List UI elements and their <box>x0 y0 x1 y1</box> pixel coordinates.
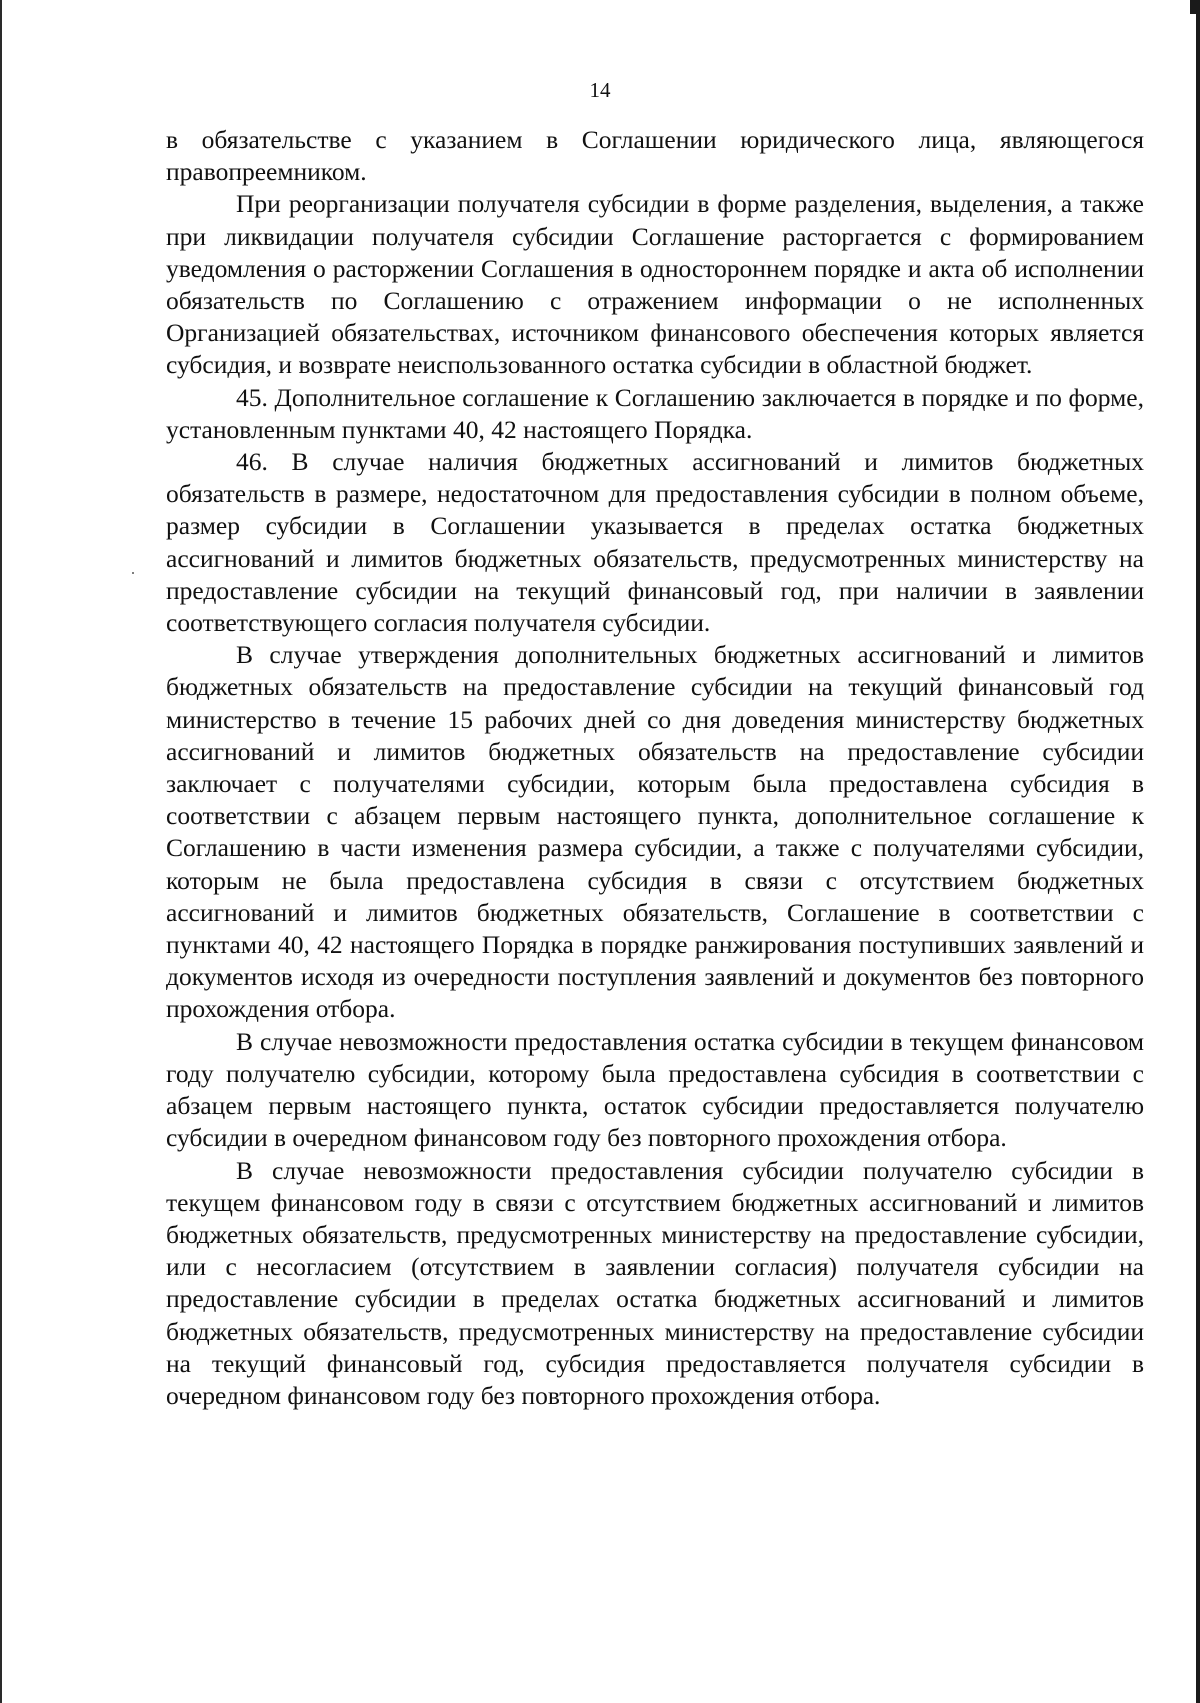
scan-edge-corner <box>1190 0 1200 14</box>
page-number: 14 <box>589 78 611 102</box>
scan-speck <box>132 572 134 574</box>
paragraph-remainder: В случае невозможности предоставления остатка субсидии в текущем финансовом году получателю субсидии, которому была предоставлена субсидия в соответствии с абзацем первым настоящего пункта, остаток субсидии предоставляется получателю субсидии в очередном финансовом году без повторного прохождения отбора. <box>166 1026 1144 1153</box>
paragraph-reorganization: При реорганизации получателя субсидии в форме разделения, выделения, а также при ликвидации получателя субсидии Соглашение расторгается с формированием уведомления о расторжении Соглашения в одностороннем порядке и акта об исполнении обязательств по Соглашению с отражением информации о не исполненных Организацией обязательствах, источником финансового обеспечения которых является субсидия, и возврате неиспользованного остатка субсидии в областной бюджет. <box>166 189 1144 380</box>
document-body <box>166 124 1144 1412</box>
paragraph-item-45: 45. Дополнительное соглашение к Соглашению заключается в порядке и по форме, установленным пунктами 40, 42 настоящего Порядка. <box>166 382 1144 444</box>
scan-edge-left <box>0 0 2 1703</box>
paragraph-item-46: 46. В случае наличия бюджетных ассигнований и лимитов бюджетных обязательств в размере, недостаточном для предоставления субсидии в полном объеме, размер субсидии в Соглашении указывается в пределах остатка бюджетных ассигнований и лимитов бюджетных обязательств, предусмотренных министерству на предоставление субсидии на текущий финансовый год, при наличии в заявлении соответствующего согласия получателя субсидии. <box>166 447 1144 638</box>
paragraph-additional-allocations: В случае утверждения дополнительных бюджетных ассигнований и лимитов бюджетных обязательств на предоставление субсидии на текущий финансовый год министерство в течение 15 рабочих дней со дня доведения министерству бюджетных ассигнований и лимитов бюджетных обязательств на предоставление субсидии заключает с получателями субсидии, которым была предоставлена субсидия в соответствии с абзацем первым настоящего пункта, дополнительное соглашение к Соглашению в части изменения размера субсидии, а также с получателями субсидии, которым не была предоставлена субсидия в связи с отсутствием бюджетных ассигнований и лимитов бюджетных обязательств, Соглашение в соответствии с пунктами 40, 42 настоящего Порядка в порядке ранжирования поступивших заявлений и документов исходя из очередности поступления заявлений и документов без повторного прохождения отбора. <box>166 640 1144 1024</box>
scan-edge-right <box>1196 0 1200 1703</box>
paragraph-continuation: в обязательстве с указанием в Соглашении юридического лица, являющегося правопреемником. <box>166 125 1144 187</box>
paragraph-impossibility: В случае невозможности предоставления субсидии получателю субсидии в текущем финансовом году в связи с отсутствием бюджетных ассигнований и лимитов бюджетных обязательств, предусмотренных министерству на предоставление субсидии, или с несогласием (отсутствием в заявлении согласия) получателя субсидии на предоставление субсидии в пределах остатка бюджетных ассигнований и лимитов бюджетных обязательств, предусмотренных министерству на предоставление субсидии на текущий финансовый год, субсидия предоставляется получателя субсидии в очередном финансовом году без повторного прохождения отбора. <box>166 1155 1144 1410</box>
